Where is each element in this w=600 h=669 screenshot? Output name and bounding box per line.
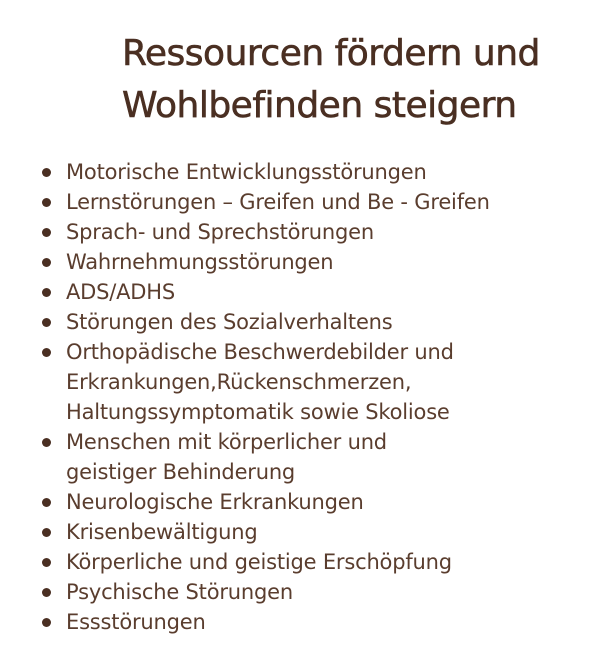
list-item xyxy=(40,577,588,607)
bullet-icon xyxy=(42,288,51,297)
list-item xyxy=(40,517,588,547)
list-item xyxy=(40,607,588,637)
bullet-icon xyxy=(42,528,51,537)
bullet-icon xyxy=(42,438,51,447)
bullet-icon xyxy=(42,558,51,567)
bullet-icon xyxy=(42,348,51,357)
list-item xyxy=(40,247,588,277)
list-item xyxy=(40,157,588,187)
bullet-list xyxy=(40,157,588,637)
list-item-text: ADS/ADHS xyxy=(66,280,175,304)
list-item xyxy=(40,487,588,517)
bullet-icon xyxy=(42,498,51,507)
bullet-icon xyxy=(42,168,51,177)
list-item-text: Wahrnehmungsstörungen xyxy=(66,250,334,274)
list-item xyxy=(40,187,588,217)
list-item-text: Essstörungen xyxy=(66,610,206,634)
bullet-icon xyxy=(42,618,51,627)
bullet-icon xyxy=(42,258,51,267)
list-item-text: Körperliche und geistige Erschöpfung xyxy=(66,550,452,574)
list-item-text: Psychische Störungen xyxy=(66,580,293,604)
list-item xyxy=(40,337,588,427)
list-item-text: Haltungssymptomatik sowie Skoliose xyxy=(66,400,450,424)
bullet-icon xyxy=(42,198,51,207)
list-item-text: Krisenbewältigung xyxy=(66,520,258,544)
list-item-text: geistiger Behinderung xyxy=(66,460,296,484)
bullet-icon xyxy=(42,228,51,237)
list-item-text: Erkrankungen,Rückenschmerzen, xyxy=(66,370,412,394)
list-item xyxy=(40,427,588,487)
list-item-text: Orthopädische Beschwerdebilder und xyxy=(66,340,454,364)
list-item-text: Sprach- und Sprechstörungen xyxy=(66,220,374,244)
bullet-icon xyxy=(42,588,51,597)
list-item xyxy=(40,307,588,337)
list-item-text: Lernstörungen – Greifen und Be - Greifen xyxy=(66,190,490,214)
list-item xyxy=(40,277,588,307)
page-title xyxy=(122,28,592,132)
list-item-text: Neurologische Erkrankungen xyxy=(66,490,364,514)
list-item xyxy=(40,547,588,577)
list-item-text: Störungen des Sozialverhaltens xyxy=(66,310,393,334)
bullet-icon xyxy=(42,318,51,327)
title-line-1: Ressourcen fördern und xyxy=(122,33,540,74)
list-item-text: Menschen mit körperlicher und xyxy=(66,430,387,454)
title-line-2: Wohlbefinden steigern xyxy=(122,85,517,126)
list-item xyxy=(40,217,588,247)
list-item-text: Motorische Entwicklungsstörungen xyxy=(66,160,427,184)
